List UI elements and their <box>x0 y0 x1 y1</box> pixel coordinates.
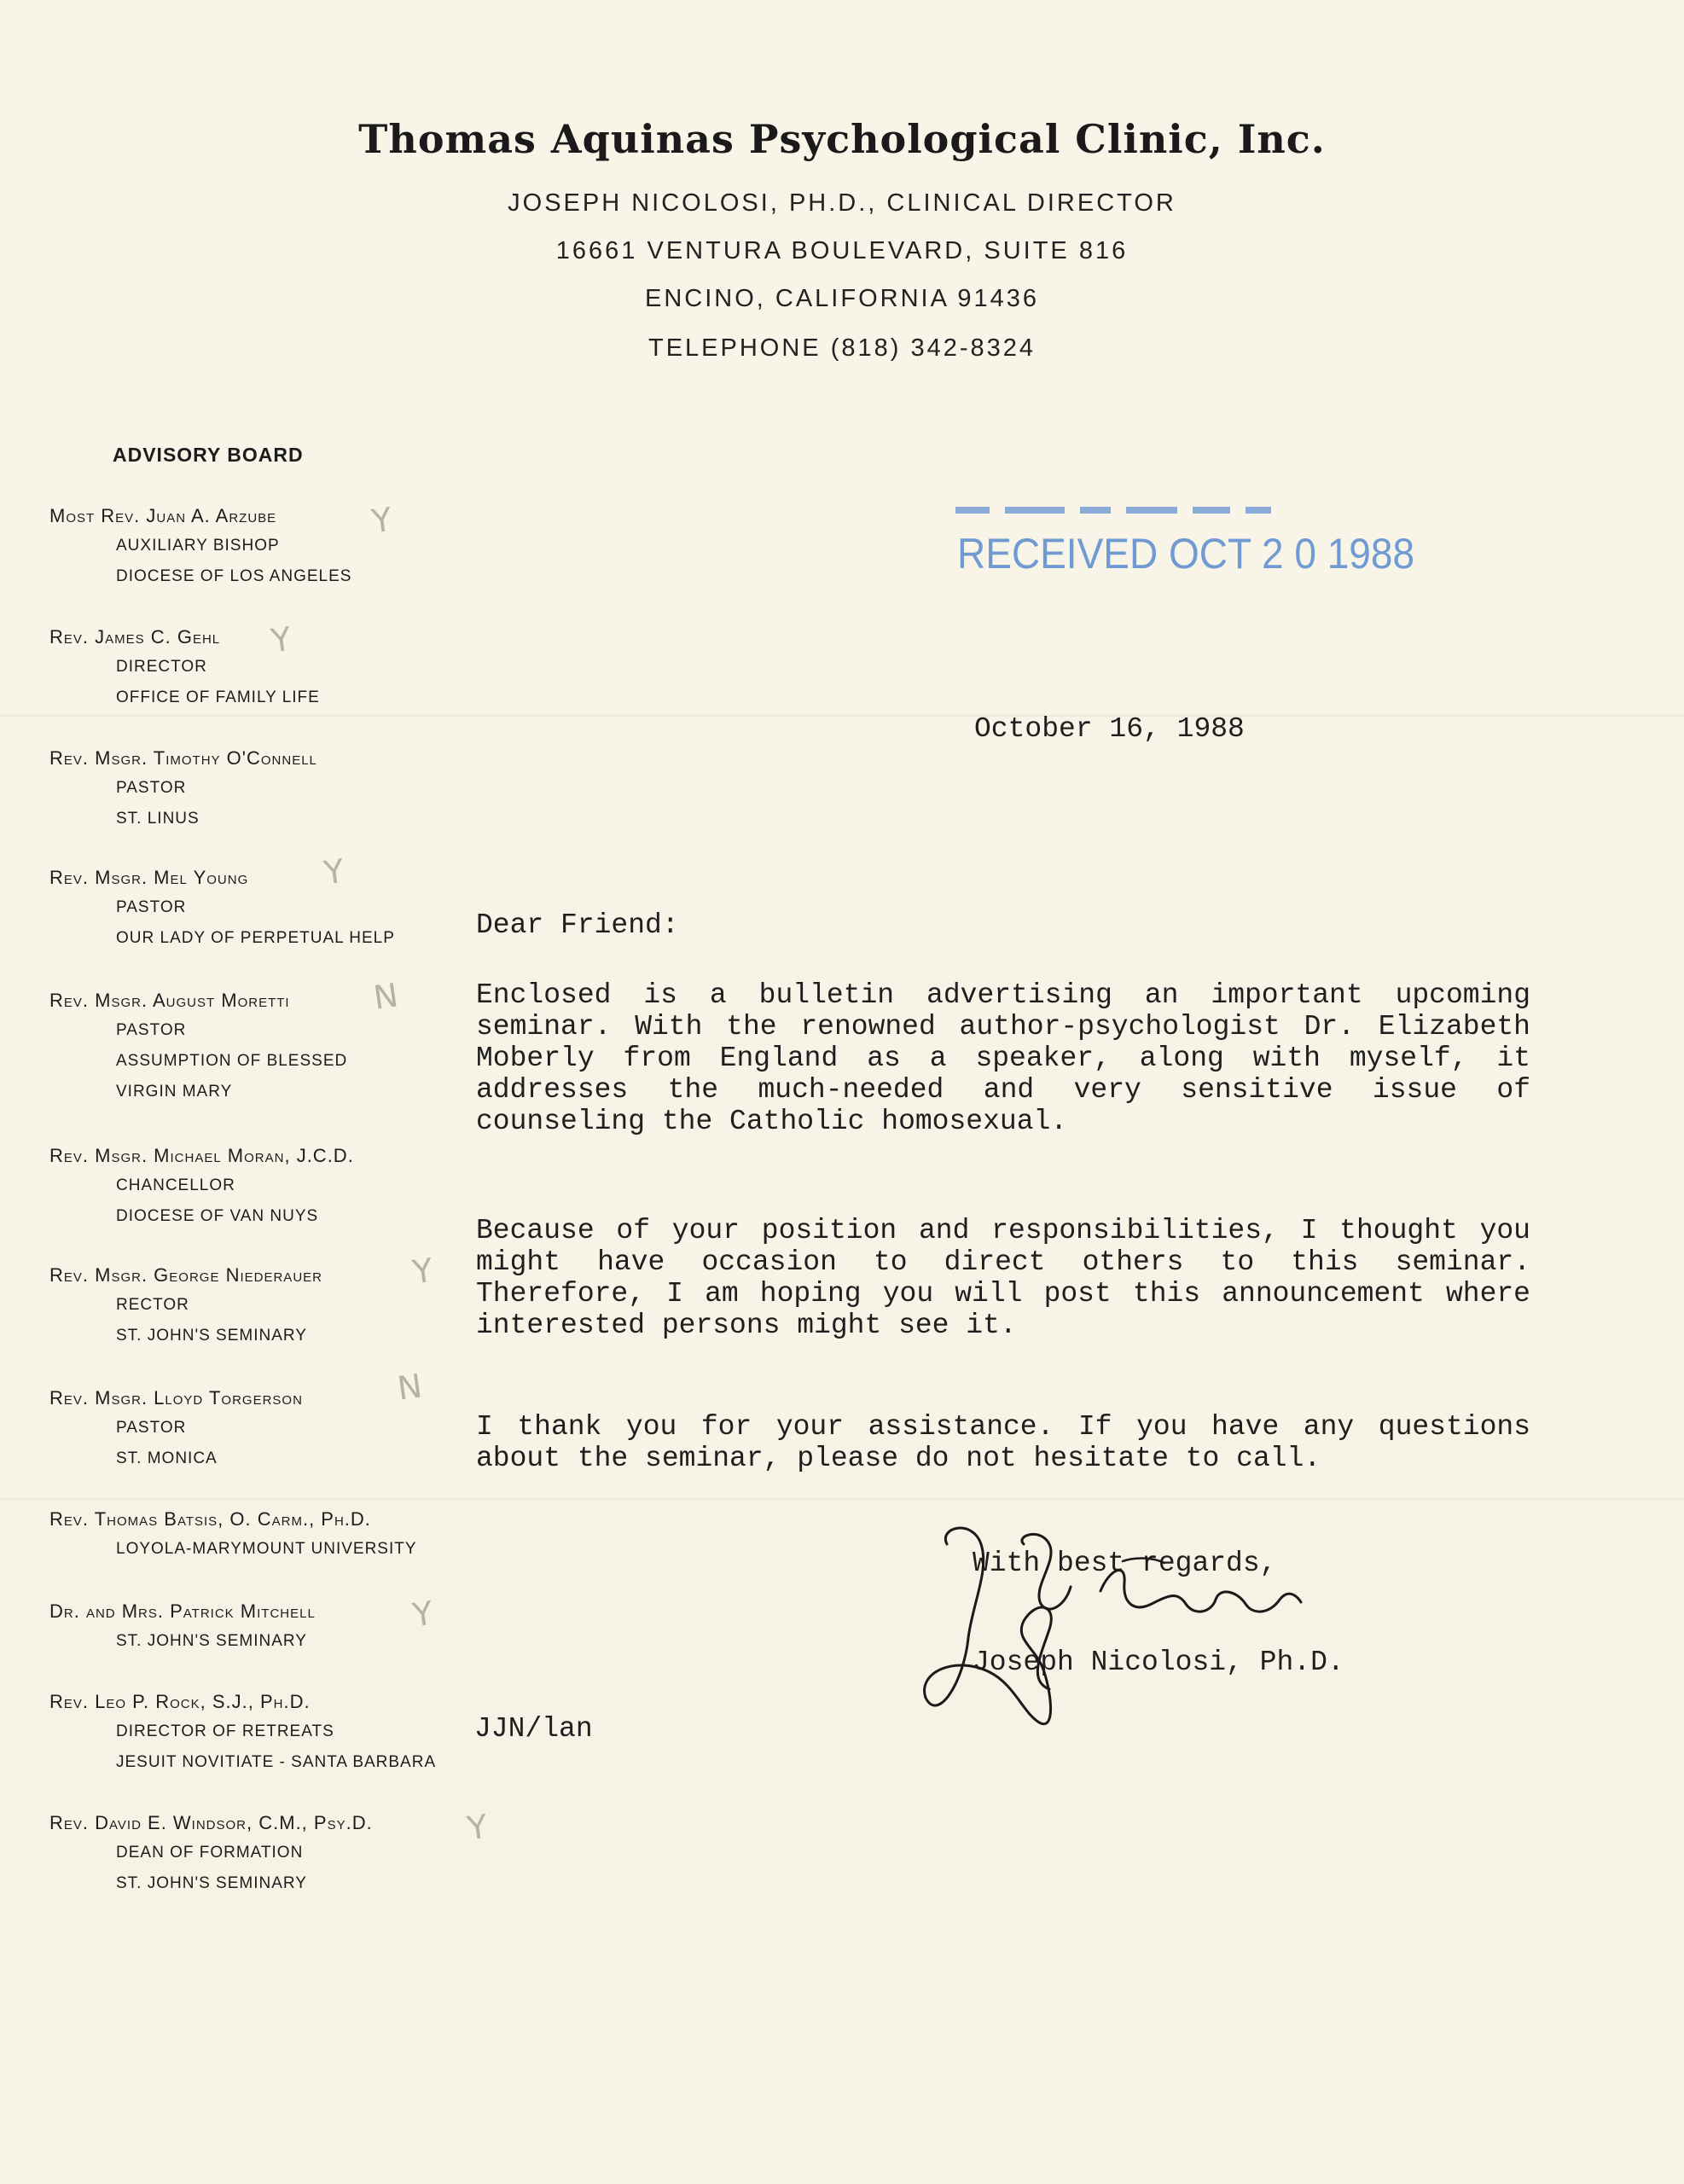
member-detail: ST. MONICA <box>116 1449 218 1467</box>
member-name: Rev. Msgr. Michael Moran, J.C.D. <box>49 1145 354 1166</box>
member-detail: PASTOR <box>116 1021 187 1039</box>
signatory-name: Joseph Nicolosi, Ph.D. <box>973 1647 1344 1678</box>
member-detail: ST. JOHN'S SEMINARY <box>116 1874 307 1892</box>
member-detail: DIOCESE OF LOS ANGELES <box>116 567 352 585</box>
member-name: Rev. Msgr. August Moretti <box>49 990 290 1011</box>
member-detail: ST. JOHN'S SEMINARY <box>116 1632 307 1650</box>
member-detail: JESUIT NOVITIATE - SANTA BARBARA <box>116 1753 437 1771</box>
handwritten-mark: Y <box>269 619 294 660</box>
member-detail: ST. JOHN'S SEMINARY <box>116 1327 307 1345</box>
city-line: ENCINO, CALIFORNIA 91436 <box>644 285 1040 312</box>
member-name: Rev. Leo P. Rock, S.J., Ph.D. <box>49 1691 311 1712</box>
received-stamp: RECEIVED OCT 2 0 1988 <box>957 530 1415 578</box>
member-detail: DIRECTOR <box>116 658 207 676</box>
org-name: Thomas Aquinas Psychological Clinic, Inc. <box>358 116 1326 162</box>
board-member <box>49 986 493 1107</box>
closing: With best regards, <box>973 1548 1277 1579</box>
member-detail: RECTOR <box>116 1296 189 1314</box>
handwritten-mark: Y <box>465 1807 491 1848</box>
letter-date: October 16, 1988 <box>974 713 1245 745</box>
board-member <box>49 1141 493 1232</box>
telephone-line: TELEPHONE (818) 342-8324 <box>647 334 1037 362</box>
member-detail: OFFICE OF FAMILY LIFE <box>116 688 320 706</box>
handwritten-mark: N <box>371 976 401 1017</box>
member-detail: PASTOR <box>116 1419 187 1437</box>
fold-line <box>0 715 1684 717</box>
stamp-partial-line <box>955 498 1339 515</box>
handwritten-mark: Y <box>410 1251 436 1292</box>
member-name: Rev. Msgr. George Niederauer <box>49 1264 322 1286</box>
address-line: 16661 VENTURA BOULEVARD, SUITE 816 <box>555 237 1129 264</box>
member-detail: LOYOLA-MARYMOUNT UNIVERSITY <box>116 1540 417 1558</box>
board-member <box>49 1384 493 1474</box>
board-member <box>49 744 493 834</box>
member-name: Rev. Msgr. Timothy O'Connell <box>49 747 317 769</box>
typist-initials: JJN/lan <box>474 1713 593 1745</box>
member-name: Rev. Thomas Batsis, O. Carm., Ph.D. <box>49 1508 371 1530</box>
member-detail: ST. LINUS <box>116 810 200 828</box>
handwritten-mark: Y <box>322 851 347 892</box>
board-member <box>49 1687 493 1778</box>
board-member <box>49 1505 493 1565</box>
body-paragraph: I thank you for your assistance. If you have any questions about the seminar, please do not hesitate to call. <box>476 1411 1530 1474</box>
body-paragraph: Enclosed is a bulletin advertising an important upcoming seminar. With the renowned author-psychologist Dr. Elizabeth Moberly from England as a speaker, along with myself, it addresses the much-needed and very sensitive issue of counseling the Catholic homosexual. <box>476 979 1530 1137</box>
member-detail: DIRECTOR OF RETREATS <box>116 1722 334 1740</box>
member-detail: ASSUMPTION OF BLESSED <box>116 1052 348 1070</box>
handwritten-signature <box>921 1510 1365 1749</box>
board-member <box>49 1809 493 1899</box>
member-detail: PASTOR <box>116 779 187 797</box>
member-detail: AUXILIARY BISHOP <box>116 537 280 555</box>
member-detail: VIRGIN MARY <box>116 1083 233 1101</box>
director-line: JOSEPH NICOLOSI, PH.D., CLINICAL DIRECTOR <box>508 189 1176 217</box>
member-name: Dr. and Mrs. Patrick Mitchell <box>49 1600 316 1622</box>
member-detail: DEAN OF FORMATION <box>116 1844 304 1862</box>
handwritten-mark: N <box>395 1367 425 1408</box>
member-name: Rev. James C. Gehl <box>49 626 221 648</box>
member-name: Rev. David E. Windsor, C.M., Psy.D. <box>49 1812 373 1833</box>
body-paragraph: Because of your position and responsibilities, I thought you might have occasion to direct others to this seminar. Therefore, I am hoping you will post this announcement where interested persons might see it. <box>476 1215 1530 1341</box>
handwritten-mark: Y <box>410 1594 436 1635</box>
member-name: Rev. Msgr. Lloyd Torgerson <box>49 1387 303 1409</box>
member-name: Rev. Msgr. Mel Young <box>49 867 249 888</box>
member-detail: DIOCESE OF VAN NUYS <box>116 1207 319 1225</box>
member-name: Most Rev. Juan A. Arzube <box>49 505 277 526</box>
board-member <box>49 863 493 954</box>
advisory-board-heading: ADVISORY BOARD <box>113 444 304 466</box>
member-detail: CHANCELLOR <box>116 1176 235 1194</box>
board-member <box>49 502 493 592</box>
salutation: Dear Friend: <box>476 909 679 941</box>
member-detail: PASTOR <box>116 898 187 916</box>
handwritten-mark: Y <box>369 500 395 541</box>
fold-line <box>0 1498 1684 1500</box>
member-detail: OUR LADY OF PERPETUAL HELP <box>116 929 395 947</box>
